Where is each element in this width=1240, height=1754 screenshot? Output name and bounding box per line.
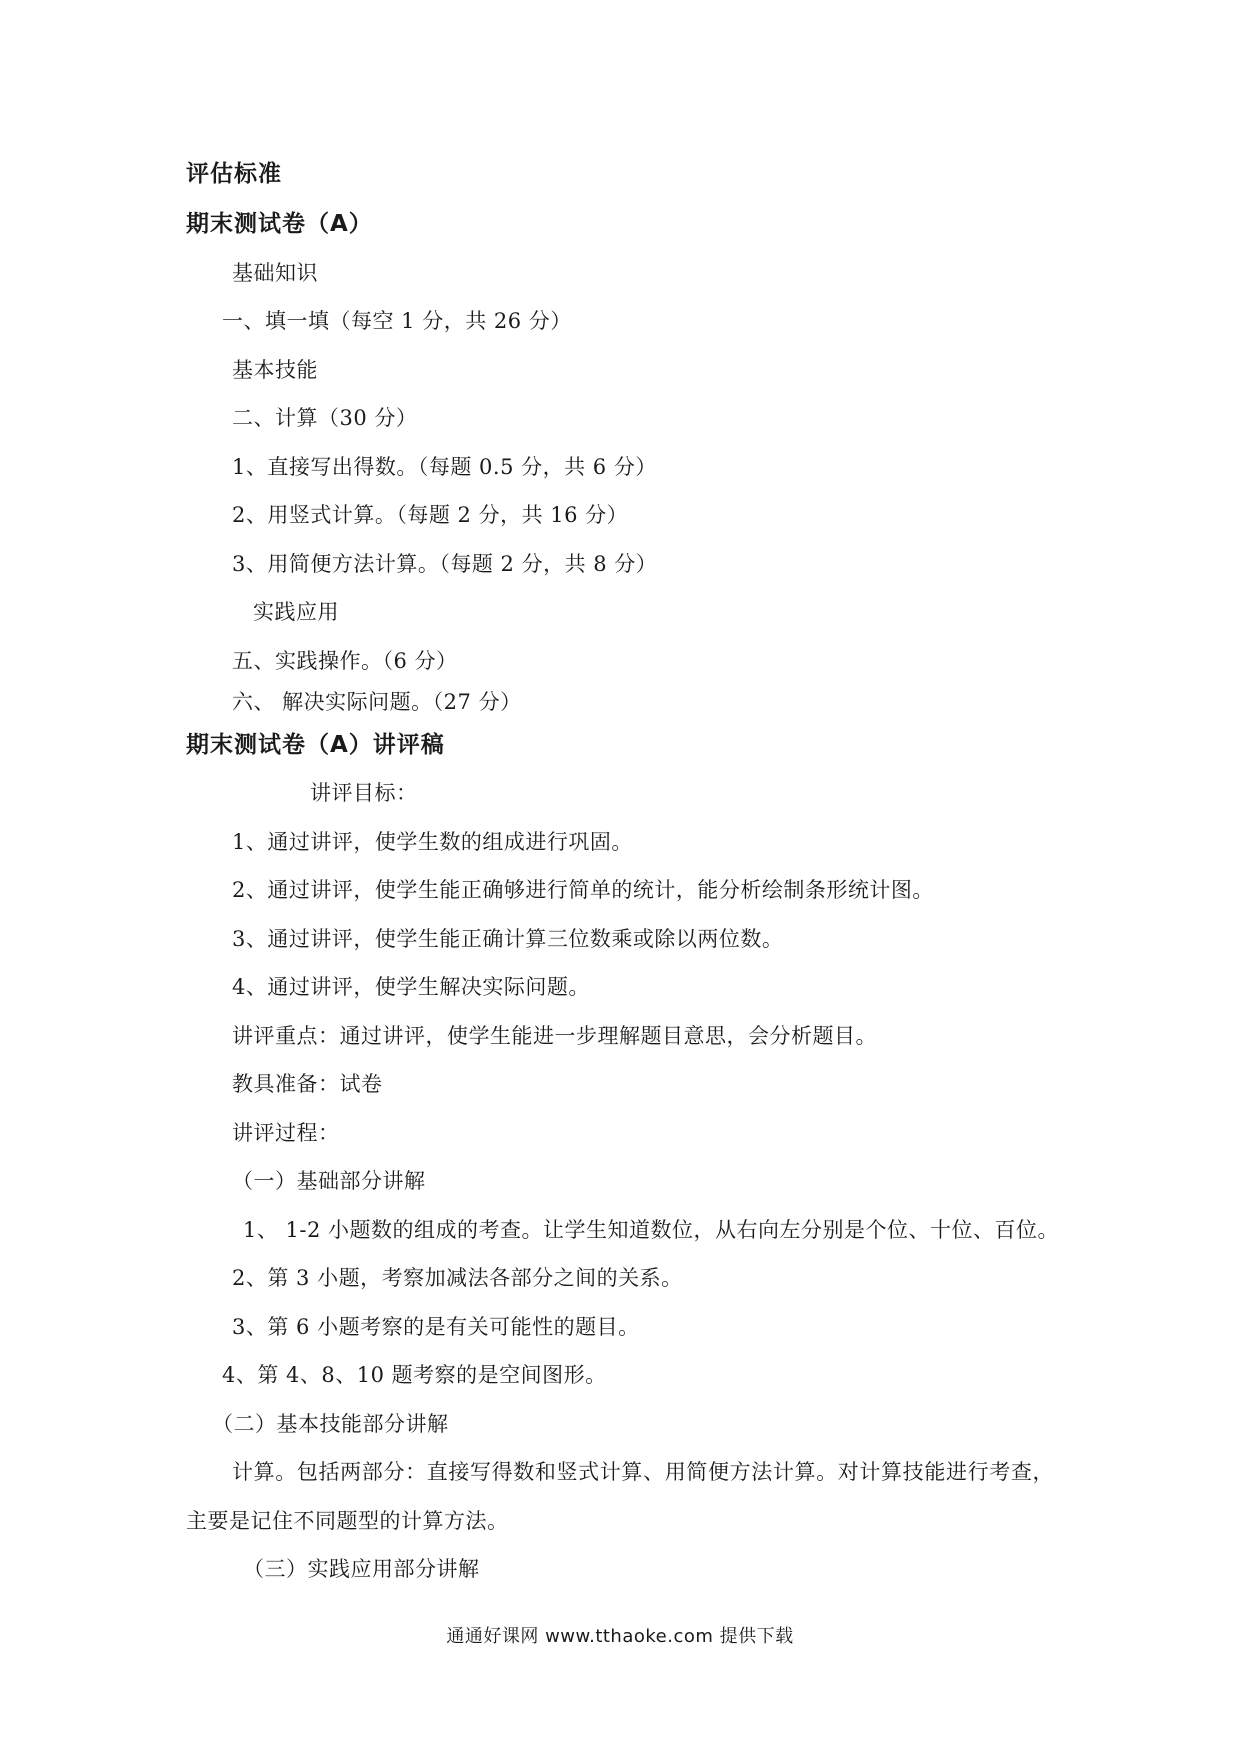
item-fill-in: 一、填一填（每空 1 分，共 26 分） (222, 309, 572, 333)
section-label-practice: 实践应用 (253, 600, 339, 624)
basics-point-1: 1、 1-2 小题数的组成的考查。让学生知道数位，从右向左分别是个位、十位、百位。 (243, 1218, 1060, 1242)
skills-paragraph-line-1: 计算。包括两部分：直接写得数和竖式计算、用简便方法计算。对计算技能进行考查， (232, 1460, 1054, 1484)
teaching-aids: 教具准备：试卷 (232, 1072, 383, 1096)
goal-4: 4、通过讲评，使学生解决实际问题。 (232, 975, 590, 999)
heading-review-script: 期末测试卷（A）讲评稿 (186, 732, 445, 758)
part-2-skills: （二）基本技能部分讲解 (212, 1412, 449, 1436)
basics-point-2: 2、第 3 小题，考察加减法各部分之间的关系。 (232, 1266, 683, 1290)
item-solve-problems: 六、 解决实际问题。（27 分） (232, 690, 522, 714)
goal-3: 3、通过讲评，使学生能正确计算三位数乘或除以两位数。 (232, 927, 784, 951)
review-focus: 讲评重点：通过讲评，使学生能进一步理解题目意思，会分析题目。 (232, 1024, 877, 1048)
part-3-practice: （三）实践应用部分讲解 (243, 1557, 480, 1581)
item-practical-operation: 五、实践操作。（6 分） (232, 649, 458, 673)
goal-2: 2、通过讲评，使学生能正确够进行简单的统计，能分析绘制条形统计图。 (232, 878, 934, 902)
item-calculation: 二、计算（30 分） (232, 406, 418, 430)
subitem-2: 2、用竖式计算。（每题 2 分，共 16 分） (232, 503, 629, 527)
review-goals-label: 讲评目标： (310, 781, 418, 805)
basics-point-4: 4、第 4、8、10 题考察的是空间图形。 (222, 1363, 607, 1387)
skills-paragraph-line-2: 主要是记住不同题型的计算方法。 (186, 1509, 509, 1533)
subitem-1: 1、直接写出得数。（每题 0.5 分，共 6 分） (232, 455, 657, 479)
review-process-label: 讲评过程： (232, 1121, 340, 1145)
part-1-basics: （一）基础部分讲解 (232, 1169, 426, 1193)
goal-1: 1、通过讲评，使学生数的组成进行巩固。 (232, 830, 633, 854)
subitem-3: 3、用简便方法计算。（每题 2 分，共 8 分） (232, 552, 658, 576)
basics-point-3: 3、第 6 小题考察的是有关可能性的题目。 (232, 1315, 640, 1339)
heading-final-test-a: 期末测试卷（A） (186, 211, 373, 237)
section-label-basic-skills: 基本技能 (232, 358, 318, 382)
page-footer: 通通好课网 www.tthaoke.com 提供下载 (446, 1626, 794, 1647)
heading-evaluation-standard: 评估标准 (186, 161, 282, 187)
section-label-basic-knowledge: 基础知识 (232, 261, 318, 285)
